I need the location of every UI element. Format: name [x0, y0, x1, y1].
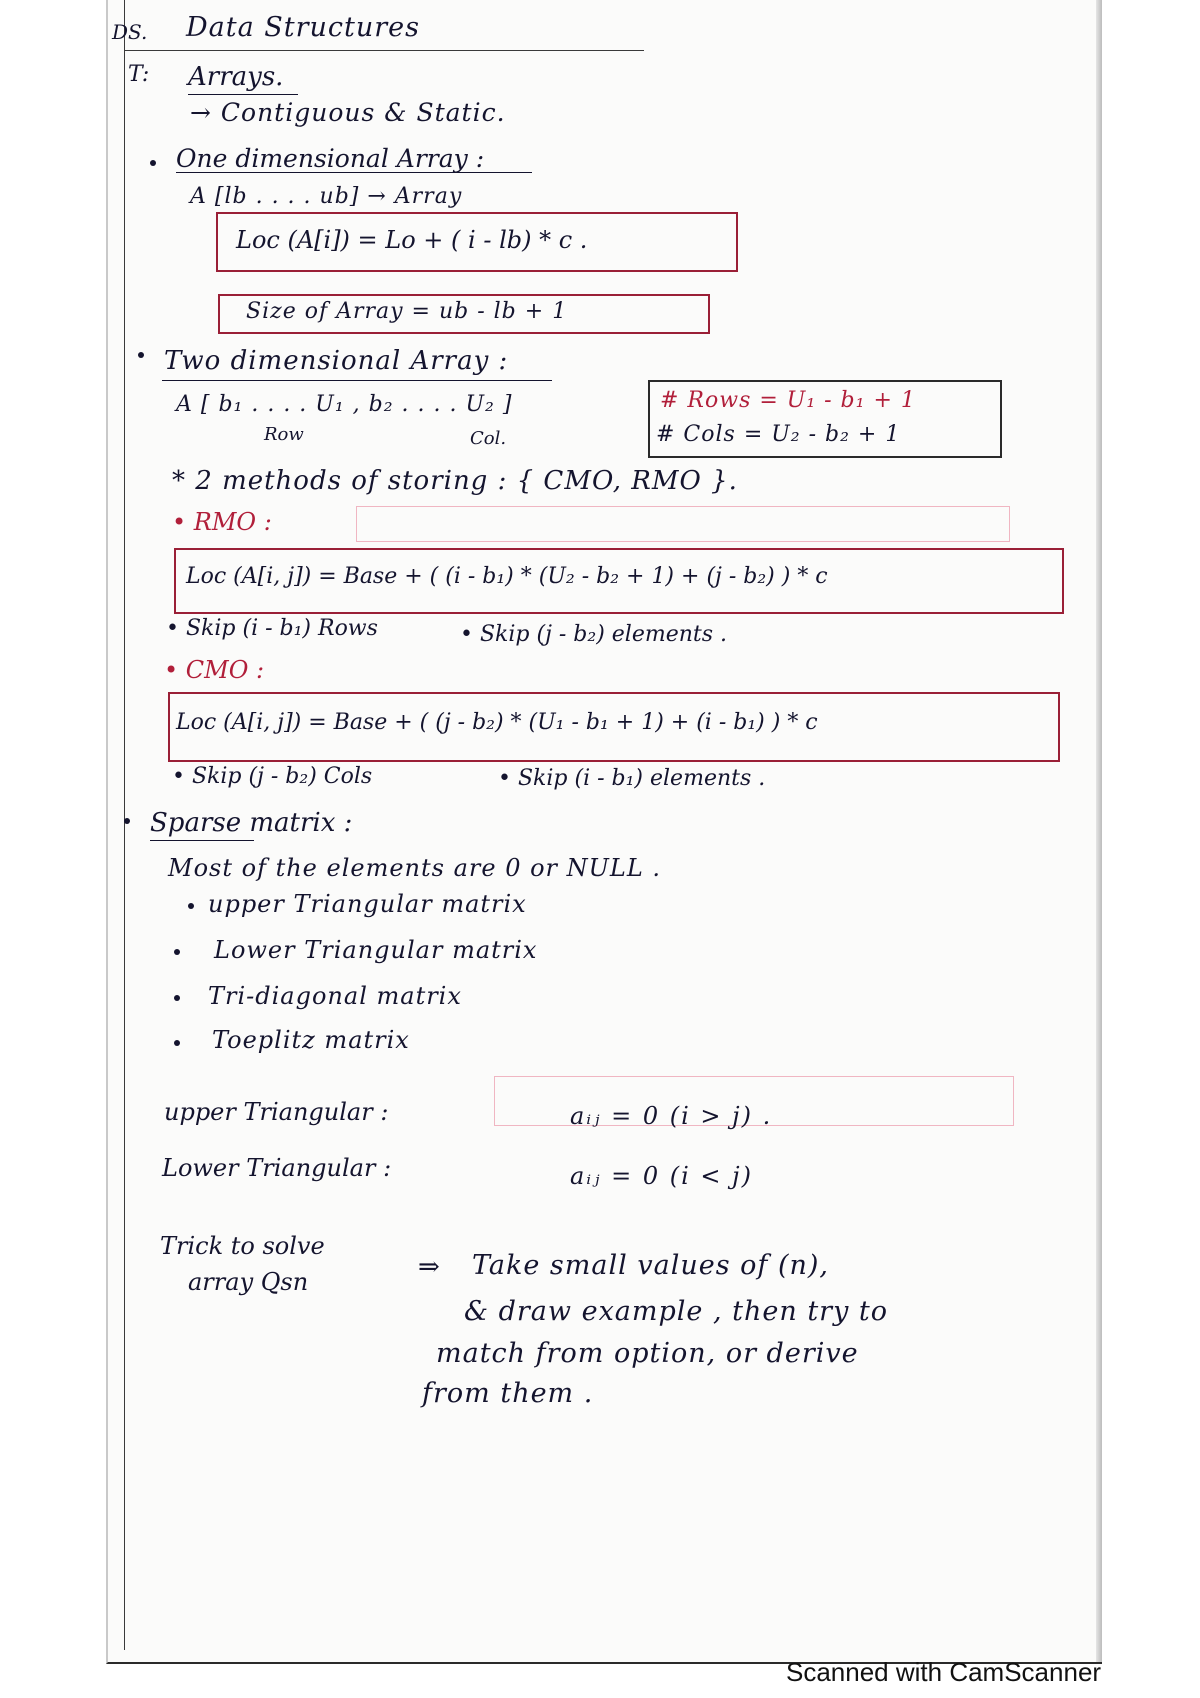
- subject-code: DS.: [112, 20, 148, 44]
- subject-title: Data Structures: [186, 12, 421, 43]
- bullet: [188, 903, 194, 909]
- one-d-heading: One dimensional Array :: [176, 144, 485, 173]
- topic-code: T:: [128, 62, 150, 87]
- arrays-property: → Contiguous & Static.: [190, 98, 506, 127]
- trick-label-line-2: array Qsn: [188, 1268, 309, 1296]
- one-d-address-formula: Loc (A[i]) = Lo + ( i - lb) * c .: [236, 226, 588, 254]
- bullet: [174, 1040, 180, 1046]
- trick-text-line-1: Take small values of (n),: [472, 1250, 830, 1281]
- trick-arrow: ⇒: [418, 1252, 440, 1282]
- one-d-declaration: A [lb . . . . ub] → Array: [190, 184, 463, 209]
- upper-triangular-label: upper Triangular :: [164, 1098, 389, 1126]
- bullet: [174, 995, 180, 1001]
- bullet: [138, 352, 144, 358]
- trick-text-line-4: from them .: [422, 1378, 594, 1409]
- margin-rule: [124, 0, 125, 1650]
- trick-text-line-2: & draw example , then try to: [464, 1296, 889, 1327]
- sparse-underline: [150, 840, 254, 841]
- cmo-skip-cols: • Skip (j - b₂) Cols: [172, 764, 373, 789]
- cols-formula: # Cols = U₂ - b₂ + 1: [656, 422, 901, 447]
- page-edge: [1096, 0, 1102, 1662]
- bullet: [150, 160, 156, 166]
- two-d-declaration: A [ b₁ . . . . U₁ , b₂ . . . . U₂ ]: [176, 392, 513, 417]
- bullet: [174, 949, 180, 955]
- scanner-watermark: Scanned with CamScanner: [786, 1657, 1102, 1687]
- lower-triangular-label: Lower Triangular :: [162, 1154, 392, 1182]
- arrays-heading-underline: [188, 94, 298, 95]
- bullet: [124, 818, 130, 824]
- col-label: Col.: [470, 428, 507, 449]
- sparse-type-3: Tri-diagonal matrix: [208, 982, 462, 1010]
- cmo-label: • CMO :: [164, 656, 265, 684]
- sparse-heading: Sparse matrix :: [150, 808, 353, 838]
- rmo-skip-elements: • Skip (j - b₂) elements .: [460, 622, 728, 647]
- faint-box: [356, 506, 1010, 542]
- rmo-label: • RMO :: [172, 508, 272, 536]
- two-d-heading: Two dimensional Array :: [164, 346, 509, 376]
- arrays-heading: Arrays.: [188, 62, 284, 92]
- trick-label-line-1: Trick to solve: [160, 1232, 325, 1260]
- upper-triangular-condition: aᵢⱼ = 0 (i > j) .: [570, 1102, 773, 1130]
- row-label: Row: [264, 424, 304, 445]
- rmo-formula: Loc (A[i, j]) = Base + ( (i - b₁) * (U₂ - b₂ + 1) + (j - b₂) ) * c: [186, 564, 828, 589]
- lower-triangular-condition: aᵢⱼ = 0 (i < j): [570, 1162, 753, 1190]
- trick-text-line-3: match from option, or derive: [436, 1338, 859, 1369]
- sparse-type-4: Toeplitz matrix: [212, 1026, 410, 1054]
- rows-formula: # Rows = U₁ - b₁ + 1: [660, 388, 916, 413]
- rmo-skip-rows: • Skip (i - b₁) Rows: [166, 616, 378, 641]
- sparse-type-1: upper Triangular matrix: [208, 890, 527, 918]
- storage-methods: * 2 methods of storing : { CMO, RMO }.: [172, 466, 738, 496]
- sparse-type-2: Lower Triangular matrix: [214, 936, 538, 964]
- cmo-formula: Loc (A[i, j]) = Base + ( (j - b₂) * (U₁ - b₁ + 1) + (i - b₁) ) * c: [176, 710, 818, 735]
- one-d-underline: [176, 172, 532, 173]
- cmo-skip-elements: • Skip (i - b₁) elements .: [498, 766, 766, 791]
- sparse-definition: Most of the elements are 0 or NULL .: [168, 854, 662, 882]
- two-d-underline: [162, 380, 552, 381]
- header-rule: [124, 50, 644, 51]
- one-d-size-formula: Size of Array = ub - lb + 1: [246, 299, 568, 324]
